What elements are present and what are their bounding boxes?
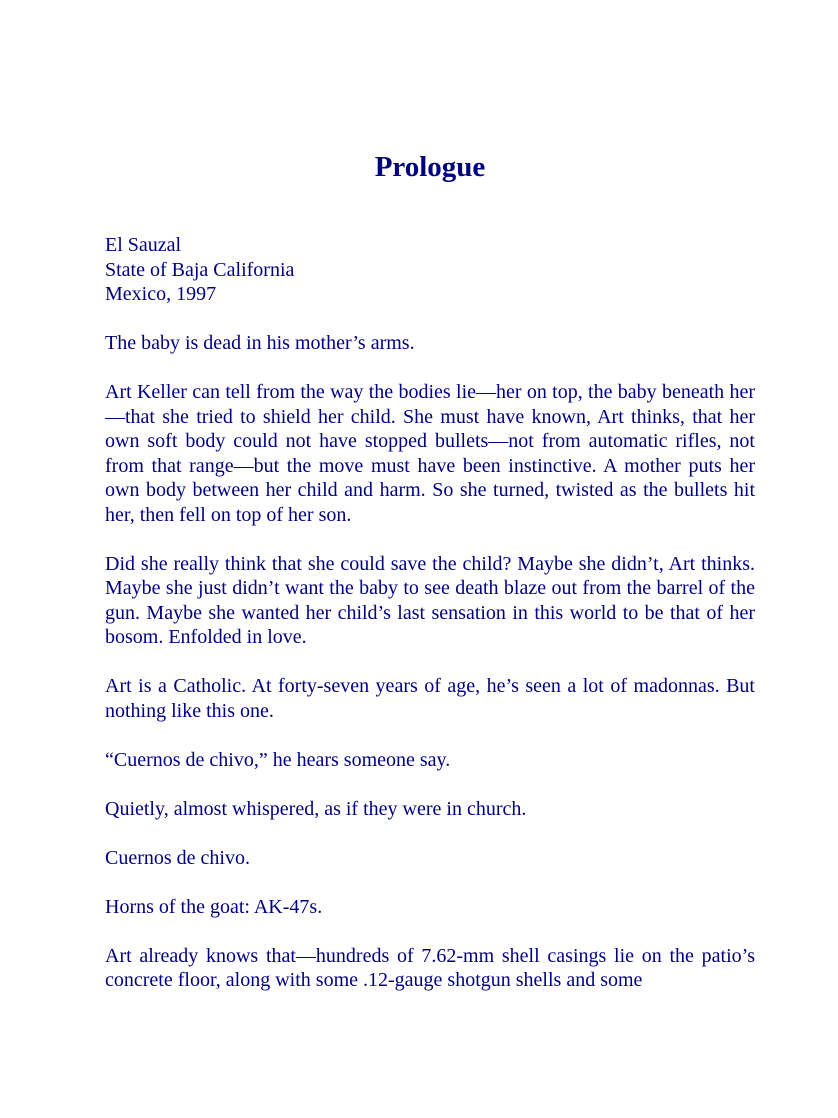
paragraph: Did she really think that she could save the child? Maybe she didn’t, Art thinks. Maybe she just didn’t want the baby to see death blaze out from the barrel of the gun. Maybe she wanted her child’s last sensation in this world to be that of her bosom. Enfolded in love. [105, 552, 755, 648]
body-text [105, 233, 755, 1017]
location-line: State of Baja California [105, 258, 295, 281]
paragraph: The baby is dead in his mother’s arms. [105, 332, 415, 354]
location-header [105, 233, 755, 307]
paragraph: Quietly, almost whispered, as if they were in church. [105, 797, 527, 820]
paragraph: Art Keller can tell from the way the bodies lie—her on top, the baby beneath her—that she tried to shield her child. She must have known, Art thinks, that her own soft body could not have stopped bullets—not from automatic rifles, not from that range—but the move must have been instinctive. A mother puts her own body between her child and harm. So she turned, twisted as the bullets hit her, then fell on top of her son. [105, 381, 755, 526]
paragraph: Horns of the goat: AK-47s. [105, 895, 323, 918]
paragraph: Cuernos de chivo. [105, 846, 250, 869]
paragraph: Art already knows that—hundreds of 7.62-mm shell casings lie on the patio’s concrete floor, along with some .12-gauge shotgun shells and some [105, 944, 755, 991]
location-line: El Sauzal [105, 234, 182, 256]
paragraph: Art is a Catholic. At forty-seven years of age, he’s seen a lot of madonnas. But nothing like this one. [105, 675, 755, 722]
location-line: Mexico, 1997 [105, 283, 217, 305]
chapter-title: Prologue [374, 151, 486, 183]
paragraph: “Cuernos de chivo,” he hears someone say. [105, 748, 451, 771]
